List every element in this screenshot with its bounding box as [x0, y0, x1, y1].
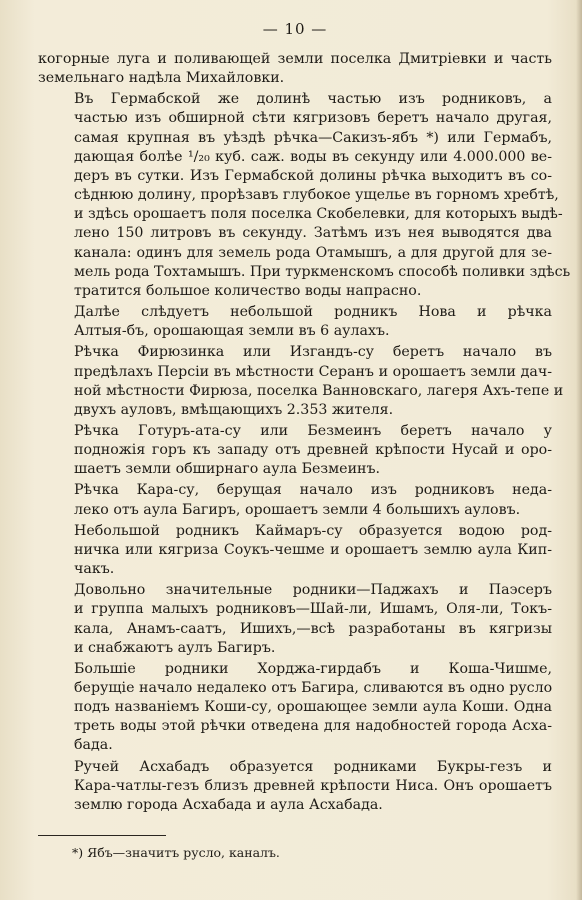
text-line: Рѣчка Фирюзинка или Изгандъ-су беретъ начало въ: [74, 344, 552, 361]
text-line: Кара-чатлы-гезъ близъ древней крѣпости Ниса. Онъ орошаетъ: [74, 777, 552, 794]
text-line: кала, Анамъ-саатъ, Ишихъ,—всѣ разработаны въ кягризы: [74, 620, 552, 637]
text-line: канала: одинъ для земель рода Отамышъ, а для другой для зе-: [74, 244, 552, 261]
footnote: *) Ябъ—значитъ русло, каналъ.: [72, 845, 280, 861]
paragraph: [38, 303, 552, 341]
text-line: земельнаго надѣла Михайловки.: [38, 70, 285, 87]
text-line: ной мѣстности Фирюза, поселка Ванновскаго, лагеря Ахъ-тепе и: [74, 382, 564, 399]
text-line: предѣлахъ Персіи въ мѣстности Серанъ и орошаетъ земли дач-: [74, 363, 552, 380]
paragraph: [38, 660, 552, 756]
text-line: Далѣе слѣдуетъ небольшой родникъ Нова и рѣчка: [74, 304, 552, 321]
paragraph: [38, 90, 571, 301]
text-line: ничка или кягриза Соукъ-чешме и орошаетъ землю аула Кип-: [74, 541, 552, 558]
text-line: Ручей Асхабадъ образуется родниками Букры-гезъ и: [74, 758, 552, 775]
paragraph: [38, 758, 552, 815]
text-line: мель рода Тохтамышъ. При туркменскомъ способѣ поливки здѣсь: [74, 263, 571, 280]
body-text: [38, 50, 571, 815]
text-line: частью изъ обширной сѣти кягризовъ беретъ начало другая,: [74, 110, 552, 127]
text-line: и группа малыхъ родниковъ—Шай-ли, Ишамъ, Оля-ли, Токъ-: [74, 601, 552, 618]
text-line: Большіе родники Хорджа-гирдабъ и Коша-Чишме,: [74, 660, 552, 677]
paragraph: [38, 481, 552, 519]
text-line: Довольно значительные родники—Паджахъ и Паэсеръ: [74, 582, 552, 599]
text-line: самая крупная въ уѣздѣ рѣчка—Сакизъ-ябъ *) или Гермабъ,: [74, 129, 552, 146]
footnote-divider: [38, 835, 166, 836]
text-line: треть воды этой рѣчки отведена для надобностей города Асха-: [74, 718, 552, 735]
paragraph: [38, 581, 552, 658]
text-line: Рѣчка Готуръ-ата-су или Безмеинъ беретъ начало у: [74, 422, 552, 439]
text-line: Рѣчка Кара-су, берущая начало изъ родниковъ неда-: [74, 482, 552, 499]
text-line: подножія горъ къ западу отъ древней крѣпости Нусай и оро-: [74, 442, 552, 459]
text-line: Алтыя-бъ, орошающая земли въ 6 аулахъ.: [74, 323, 390, 340]
page-number: — 10 —: [262, 20, 328, 38]
text-line: подъ названіемъ Коши-су, орошающее земли аула Коши. Одна: [74, 699, 552, 716]
paragraph: [38, 50, 552, 88]
paragraph: [38, 522, 552, 579]
text-line: бада.: [74, 737, 113, 754]
text-line: землю города Асхабада и аула Асхабада.: [74, 796, 383, 813]
text-line: Небольшой родникъ Каймаръ-су образуется водою род-: [74, 522, 552, 539]
text-line: Въ Гермабской же долинѣ частью изъ родниковъ, а: [74, 91, 552, 108]
text-line: двухъ ауловъ, вмѣщающихъ 2.353 жителя.: [74, 401, 394, 418]
text-line: сѣднюю долину, прорѣзавъ глубокое ущелье въ горномъ хребтѣ,: [74, 187, 559, 204]
text-line: деръ въ сутки. Изъ Гермабской долины рѣчка выходитъ въ со-: [74, 167, 552, 184]
paragraph: [38, 422, 552, 479]
text-line: леко отъ аула Багиръ, орошаетъ земли 4 большихъ ауловъ.: [74, 501, 521, 518]
text-line: берущіе начало недалеко отъ Багира, сливаются въ одно русло: [74, 680, 553, 696]
text-line: когорные луга и поливающей земли поселка Дмитріевки и часть: [38, 51, 552, 67]
text-line: лено 150 литровъ въ секунду. Затѣмъ изъ нея выводятся два: [74, 225, 552, 242]
paragraph: [38, 343, 564, 420]
text-line: и снабжаютъ аулъ Багиръ.: [74, 639, 276, 656]
text-line: шаетъ земли обширнаго аула Безмеинъ.: [74, 461, 381, 478]
text-line: тратится большое количество воды напрасно.: [74, 282, 422, 299]
text-line: дающая болѣе ¹/₂₀ куб. саж. воды въ секунду или 4.000.000 ве-: [74, 148, 552, 165]
text-line: чакъ.: [74, 561, 115, 578]
text-line: и здѣсь орошаетъ поля поселка Скобелевки, для которыхъ выдѣ-: [74, 206, 563, 223]
